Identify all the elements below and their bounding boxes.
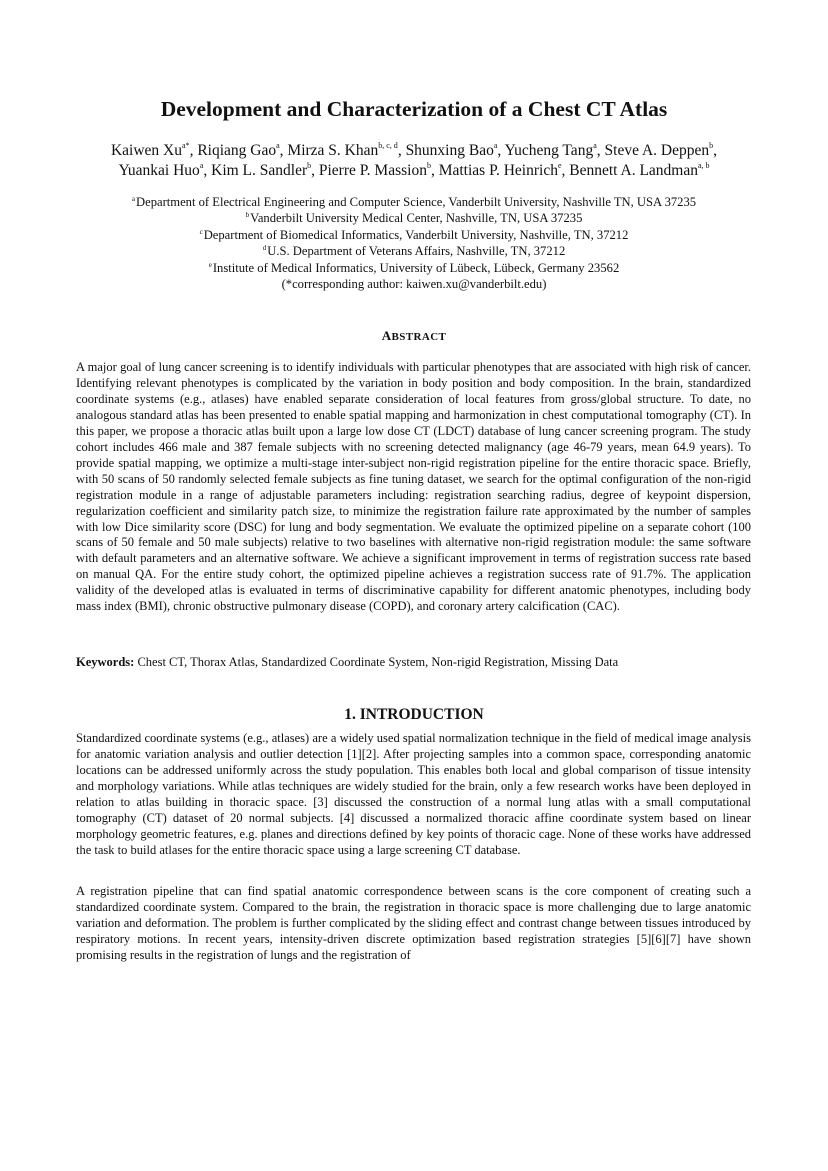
author-sep: , xyxy=(497,142,505,159)
affiliation-text: U.S. Department of Veterans Affairs, Nashville, TN, 37212 xyxy=(267,244,566,259)
author-name: Mattias P. Heinrich xyxy=(438,162,558,179)
paper-title: Development and Characterization of a Chest CT Atlas xyxy=(160,97,668,121)
abstract-heading xyxy=(0,328,828,344)
affiliation-text: Institute of Medical Informatics, University of Lübeck, Lübeck, Germany 23562 xyxy=(212,260,620,275)
affiliation-mark: e xyxy=(208,260,212,269)
introduction-paragraph: A registration pipeline that can find spatial anatomic correspondence between scans is the core component of creating such a standardized coordinate system. Compared to the brain, the registration in thoracic space is more challenging due to large anatomic variation and deformation. The problem is further complicated by the sliding effect and contrast change between tissues introduced by respiratory motions. In recent years, intensity-driven discrete optimization based registration strategies [5][6][7] have shown promising results in the registration of lungs and the registration of xyxy=(76,884,751,962)
author xyxy=(319,162,439,179)
author xyxy=(406,142,505,159)
section-heading-introduction: 1. INTRODUCTION xyxy=(344,706,484,723)
author-affil-mark: b xyxy=(709,141,714,150)
author-name: Kaiwen Xu xyxy=(110,142,183,159)
author-sep: , xyxy=(311,162,319,179)
author xyxy=(605,142,717,159)
author-sep: , xyxy=(397,142,406,159)
author xyxy=(111,142,197,159)
keywords-text: Chest CT, Thorax Atlas, Standardized Coordinate System, Non-rigid Registration, Missing Data xyxy=(137,655,619,669)
affiliation-text: Vanderbilt University Medical Center, Nashville, TN, USA 37235 xyxy=(250,211,583,226)
author-name: Pierre P. Massion xyxy=(318,162,427,179)
author-name: Bennett A. Landman xyxy=(569,162,698,179)
author xyxy=(287,142,405,159)
author-affil-mark: a* xyxy=(182,141,190,150)
author xyxy=(118,162,211,179)
author-affil-mark: b, c, d xyxy=(378,141,398,150)
abstract-heading-initial: A xyxy=(381,328,392,343)
affiliation-mark: c xyxy=(199,227,203,236)
affiliation-list xyxy=(60,194,768,292)
author-name: Riqiang Gao xyxy=(197,142,277,159)
affiliation xyxy=(60,210,768,226)
author-affil-mark: a xyxy=(493,141,498,150)
affiliation-text: Department of Electrical Engineering and Computer Science, Vanderbilt University, Nashville TN, USA 37235 xyxy=(136,195,697,209)
author-name: Shunxing Bao xyxy=(405,142,494,159)
affiliation xyxy=(60,227,768,243)
author-affil-mark: a xyxy=(276,141,280,150)
author-sep: , xyxy=(596,142,605,159)
abstract-heading-rest: BSTRACT xyxy=(391,331,447,343)
author-sep: , xyxy=(189,142,198,159)
author-list xyxy=(60,141,768,181)
author-sep: , xyxy=(279,142,288,159)
corresponding-author: (*corresponding author: kaiwen.xu@vanderbilt.edu) xyxy=(281,277,547,292)
author xyxy=(211,162,319,179)
author-affil-mark: b xyxy=(307,161,312,170)
keywords xyxy=(76,655,751,671)
author-affil-mark: a, b xyxy=(697,161,710,170)
introduction-paragraph: Standardized coordinate systems (e.g., atlases) are a widely used spatial normalization technique in the field of medical image analysis for anatomic variation analysis and outlier detection [1][2]. After projecting samples into a common space, corresponding anatomic locations can be addressed uniformly across the study population. This enables both local and global comparison of tissue intensity and morphology variations. While atlas techniques are widely studied for the brain, only a few research works have been deployed in relation to atlas building in thoracic space. [3] discussed the construction of a normal lung atlas with a small computational tomography (CT) dataset of 20 normal subjects. [4] discussed a normalized thoracic affine coordinate system based on linear morphology geometric features, e.g. planes and directions defined by key points of thoracic cage. None of these works have addressed the task to build atlases for the entire thoracic space using a large screening CT database. xyxy=(76,731,751,857)
author xyxy=(569,162,709,179)
author-name: Mirza S. Khan xyxy=(287,142,379,159)
affiliation-mark: b xyxy=(245,211,250,220)
author-sep: , xyxy=(430,162,439,179)
affiliation xyxy=(60,194,768,210)
affiliation xyxy=(60,243,768,259)
author xyxy=(197,142,287,159)
author-name: Kim L. Sandler xyxy=(211,162,308,179)
author xyxy=(505,142,605,159)
author-sep: , xyxy=(561,162,570,179)
affiliation-text: Department of Biomedical Informatics, Vanderbilt University, Nashville, TN, 37212 xyxy=(203,227,629,242)
abstract-text: A major goal of lung cancer screening is to identify individuals with particular phenotypes that are associated with high risk of cancer. Identifying relevant phenotypes is complicated by the variation in body position and body composition. In the brain, standardized coordinate systems (e.g., atlases) have enabled separate consideration of local features from gross/global structure. To date, no analogous standard atlas has been presented to enable spatial mapping and harmonization in chest computational tomography (CT). In this paper, we propose a thoracic atlas built upon a large low dose CT (LDCT) database of lung cancer screening program. The study cohort includes 466 male and 387 female subjects with no screening detected malignancy (age 46-79 years, mean 64.9 years). To provide spatial mapping, we optimize a multi-stage inter-subject non-rigid registration pipeline for the entire thoracic space. Briefly, with 50 scans of 50 randomly selected female subjects as fine tuning dataset, we search for the optimal configuration of the non-rigid registration module in a range of adjustable parameters including: registration searching radius, degree of keypoint dispersion, regularization coefficient and similarity patch size, to minimize the registration failure rate approximated by the number of samples with low Dice similarity score (DSC) for lung and body segmentation. We evaluate the optimized pipeline on a separate cohort (100 scans of 50 female and 50 male subjects) relative to two baselines with alternative non-rigid registration module: the same software with default parameters and an alternative software. We achieve a significant improvement in terms of registration success rate based on manual QA. For the entire study cohort, the optimized pipeline achieves a registration success rate of 91.7%. The application validity of the developed atlas is evaluated in terms of discriminative capability for different anatomic phenotypes, including body mass index (BMI), chronic obstructive pulmonary disease (COPD), and coronary artery calcification (CAC). xyxy=(76,360,751,614)
affiliation-mark: a xyxy=(131,195,136,203)
author-affil-mark: a xyxy=(593,141,597,150)
keywords-label: Keywords: xyxy=(76,655,135,669)
author-sep: , xyxy=(203,162,212,179)
author-name: Steve A. Deppen xyxy=(604,142,710,159)
affiliation-mark: d xyxy=(262,244,267,253)
author-sep: , xyxy=(713,142,717,159)
affiliation xyxy=(60,260,768,276)
author-name: Yuankai Huo xyxy=(118,162,200,179)
author xyxy=(439,162,570,179)
author-affil-mark: e xyxy=(557,161,562,170)
author-affil-mark: b xyxy=(426,161,431,170)
author-name: Yucheng Tang xyxy=(504,142,594,159)
author-affil-mark: a xyxy=(199,161,204,170)
